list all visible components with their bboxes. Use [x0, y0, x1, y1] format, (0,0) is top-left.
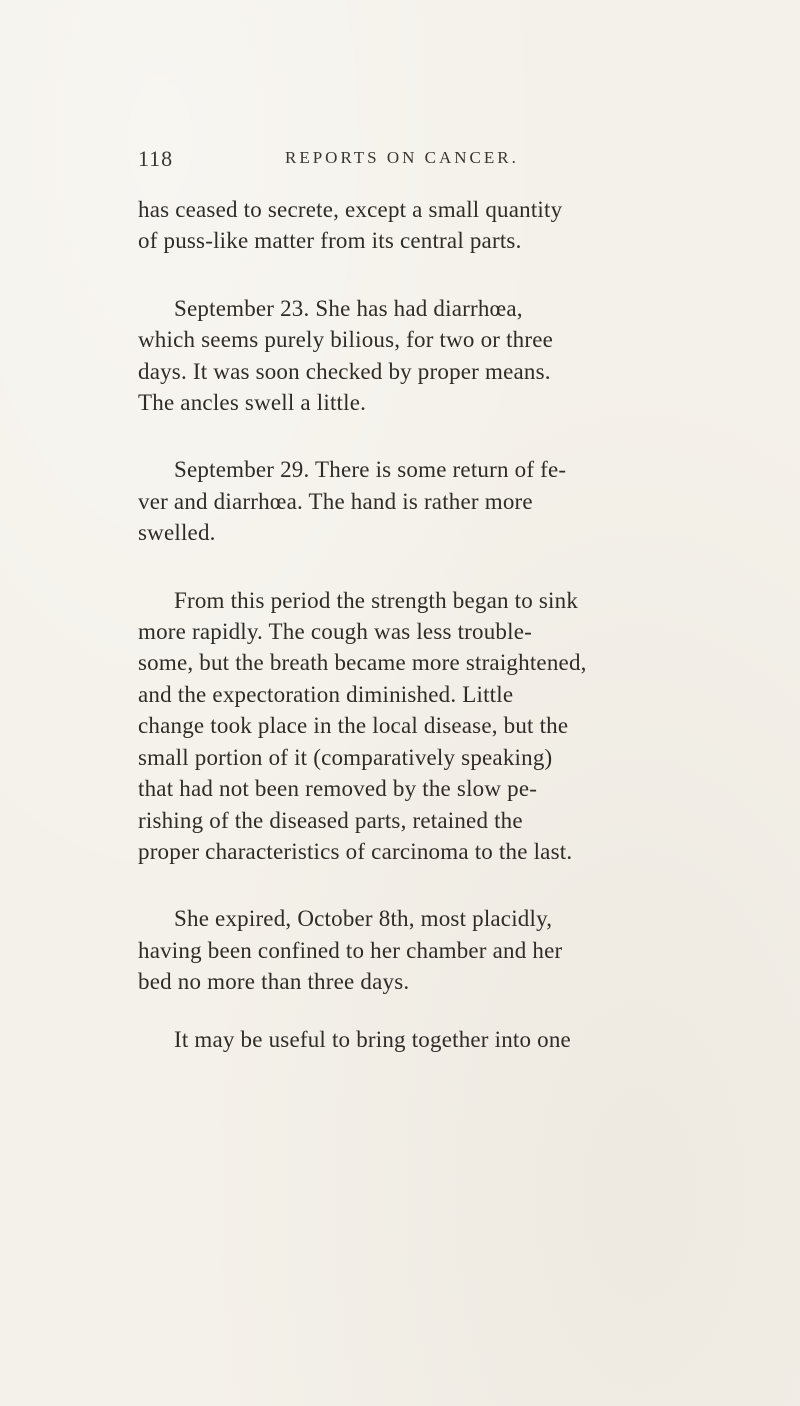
text-line: rishing of the diseased parts, retained the: [138, 807, 523, 833]
text-line: From this period the strength began to sink: [174, 587, 579, 613]
text-line: has ceased to secrete, except a small quantity: [138, 197, 563, 222]
text-line: proper characteristics of carcinoma to the last.: [138, 838, 573, 864]
text-line: that had not been removed by the slow pe-: [138, 776, 538, 802]
page-header: [138, 146, 662, 176]
paragraph-september-29: [138, 454, 738, 548]
text-line: September 23. She has had diarrhœa,: [174, 295, 523, 321]
text-line: and the expectoration diminished. Little: [138, 681, 514, 707]
text-line: which seems purely bilious, for two or three: [138, 327, 554, 353]
page-number: 118: [138, 146, 174, 171]
text-line: having been confined to her chamber and her: [138, 937, 563, 963]
paragraph-decline: [138, 585, 738, 868]
text-line: bed no more than three days.: [138, 969, 410, 995]
text-line: It may be useful to bring together into one: [174, 1026, 571, 1052]
body-text: [138, 194, 738, 1083]
text-line: of puss-like matter from its central parts.: [138, 228, 522, 254]
text-line: some, but the breath became more straightened,: [138, 650, 587, 676]
text-line: The ancles swell a little.: [138, 390, 367, 416]
paragraph-september-23: [138, 293, 738, 419]
text-line: more rapidly. The cough was less trouble-: [138, 619, 532, 645]
paragraph-useful: [138, 1024, 738, 1055]
text-line: September 29. There is some return of fe-: [174, 457, 567, 483]
text-line: swelled.: [138, 520, 216, 546]
paragraph-continued: [138, 194, 738, 257]
text-line: ver and diarrhœa. The hand is rather more: [138, 488, 533, 514]
text-line: She expired, October 8th, most placidly,: [174, 906, 553, 932]
text-line: change took place in the local disease, but the: [138, 713, 569, 739]
paragraph-expired: [138, 903, 738, 997]
text-line: days. It was soon checked by proper means.: [138, 358, 551, 384]
running-head: REPORTS ON CANCER.: [285, 148, 519, 167]
text-line: small portion of it (comparatively speaking): [138, 744, 553, 770]
